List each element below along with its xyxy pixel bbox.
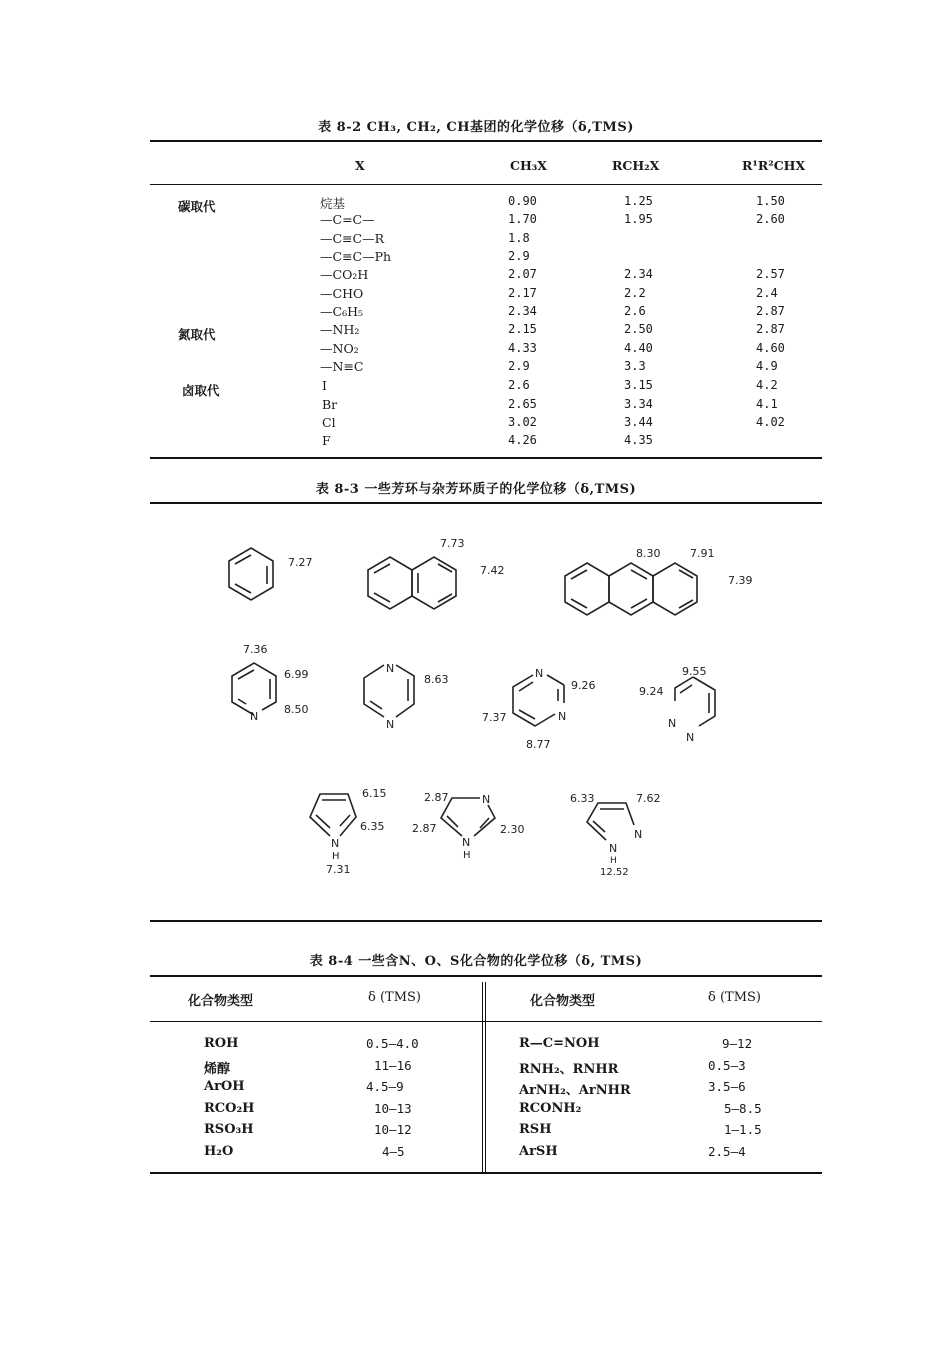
header-ch3x: CH₃X [510,158,547,173]
pyrrole-n: N [331,837,340,850]
row-rch2x: 4.40 [624,341,653,355]
pyridine-beta-shift: 6.99 [284,668,309,681]
pyridazine-h3-shift: 9.24 [639,685,664,698]
row-x: 烷基 [320,196,346,211]
row-rch2x: 3.44 [624,415,653,429]
row-ch3x: 1.8 [508,231,530,245]
row-rch2x: 4.35 [624,433,653,447]
imidazole-h2-shift: 2.30 [500,823,525,836]
row-ch3x: 2.15 [508,322,537,336]
pyrazole-nh-shift: 12.52 [600,867,629,878]
column-divider [482,982,483,1172]
row-ch3x: 3.02 [508,415,537,429]
header-x: X [355,158,365,173]
header-delta: δ (TMS) [708,990,761,1005]
imidazole-n: N [462,836,471,849]
row-r1r2chx: 1.50 [756,194,785,208]
pyrrole-alpha-shift: 6.35 [360,820,385,833]
anthracene-beta-shift: 7.39 [728,574,753,587]
pyrimidine-n: N [558,710,567,723]
anthracene-structure [565,563,697,615]
row-x: Br [322,397,338,412]
pyrazine-n: N [386,662,395,675]
shift-range: 0.5—3 [708,1058,746,1073]
pyrrole-structure [310,794,356,836]
pyrazole-h4-shift: 6.33 [570,792,595,805]
naphthalene-structure [368,557,456,609]
pyrazole-n: N [634,828,643,841]
row-x: I [322,378,327,393]
compound-type: RSH [519,1122,552,1137]
column-divider [485,982,486,1172]
row-ch3x: 0.90 [508,194,537,208]
shift-range: 10—13 [374,1101,412,1116]
row-x: —NO₂ [320,341,359,356]
row-r1r2chx: 2.4 [756,286,778,300]
row-x: —NH₂ [320,322,360,337]
shift-range: 11—16 [374,1058,412,1073]
imidazole-n: N [482,793,491,806]
row-rch2x: 3.15 [624,378,653,392]
row-r1r2chx: 4.1 [756,397,778,411]
row-x: —C=C— [320,212,375,227]
compound-type: RCONH₂ [519,1101,582,1116]
table-8-4-bottom-rule [150,1172,822,1174]
row-x: —CHO [320,286,364,301]
row-r1r2chx: 4.2 [756,378,778,392]
pyridazine-n: N [668,717,677,730]
benzene-shift: 7.27 [288,556,313,569]
naphthalene-beta-shift: 7.42 [480,564,505,577]
naphthalene-alpha-shift: 7.73 [440,537,465,550]
shift-range: 4.5—9 [366,1079,404,1094]
compound-type: RSO₃H [204,1122,254,1137]
pyrazine-n: N [386,718,395,731]
group-carbon: 碳取代 [178,199,216,214]
header-compound-type: 化合物类型 [530,994,596,1009]
table-8-2-top-rule [150,140,822,142]
row-rch2x: 3.3 [624,359,646,373]
header-compound-type: 化合物类型 [188,994,254,1009]
compound-type: ArNH₂、ArNHR [519,1083,631,1098]
shift-range: 9—12 [722,1036,753,1051]
row-rch2x: 2.2 [624,286,646,300]
pyridine-alpha-shift: 8.50 [284,703,309,716]
row-ch3x: 2.34 [508,304,537,318]
anthracene-alpha-shift: 7.91 [690,547,715,560]
row-x: —CO₂H [320,267,369,282]
row-ch3x: 2.07 [508,267,537,281]
pyrazole-n: N [609,842,618,855]
row-rch2x: 1.25 [624,194,653,208]
row-rch2x: 2.34 [624,267,653,281]
row-rch2x: 1.95 [624,212,653,226]
row-ch3x: 1.70 [508,212,537,226]
shift-range: 10—12 [374,1122,412,1137]
row-x: —C≡C—R [320,231,385,246]
compound-type: ROH [204,1036,239,1051]
row-r1r2chx: 2.87 [756,322,785,336]
row-rch2x: 2.50 [624,322,653,336]
pyrimidine-h4-shift: 8.77 [526,738,551,751]
table-8-4-caption: 表 8-4 一些含N、O、S化合物的化学位移（δ, TMS) [309,954,643,969]
table-8-2-bottom-rule [150,457,822,459]
pyrrole-nh-shift: 7.31 [326,863,351,876]
row-r1r2chx: 2.60 [756,212,785,226]
row-r1r2chx: 4.02 [756,415,785,429]
pyrimidine-h5-shift: 7.37 [482,711,507,724]
pyridine-structure [232,663,276,715]
pyridazine-structure [675,677,715,726]
table-8-4-header-rule [150,1021,822,1022]
pyridine-n: N [250,710,259,723]
group-halogen: 卤取代 [182,383,220,398]
row-x: F [322,433,331,448]
imidazole-h: H [463,850,471,861]
row-ch3x: 4.26 [508,433,537,447]
row-r1r2chx: 4.60 [756,341,785,355]
shift-range: 5—8.5 [724,1101,762,1116]
table-8-3-top-rule [150,502,822,504]
compound-type: H₂O [204,1144,234,1159]
row-x: —C≡C—Ph [320,249,392,264]
row-ch3x: 2.65 [508,397,537,411]
table-8-2-header-rule [150,184,822,185]
row-ch3x: 4.33 [508,341,537,355]
compound-type: ArSH [519,1144,558,1159]
compound-type: RNH₂、RNHR [519,1062,619,1077]
pyrrole-h: H [332,851,340,862]
pyrrole-beta-shift: 6.15 [362,787,387,800]
row-r1r2chx: 2.57 [756,267,785,281]
pyridazine-h4-shift: 9.55 [682,665,707,678]
row-rch2x: 3.34 [624,397,653,411]
header-rch2x: RCH₂X [612,158,660,173]
row-ch3x: 2.6 [508,378,530,392]
row-ch3x: 2.9 [508,249,530,263]
row-x: —N≡C [320,359,364,374]
shift-range: 3.5—6 [708,1079,746,1094]
pyrazole-h: H [610,856,617,866]
anthracene-c9-shift: 8.30 [636,547,661,560]
compound-type: ArOH [204,1079,245,1094]
compound-type: RCO₂H [204,1101,255,1116]
row-ch3x: 2.9 [508,359,530,373]
compound-type: R—C=NOH [519,1036,600,1051]
imidazole-h5-shift: 2.87 [412,822,437,835]
pyridazine-n: N [686,731,695,744]
pyrazine-shift: 8.63 [424,673,449,686]
row-r1r2chx: 4.9 [756,359,778,373]
row-x: Cl [322,415,336,430]
pyridine-gamma-shift: 7.36 [243,643,268,656]
shift-range: 4—5 [382,1144,405,1159]
table-8-2-caption: 表 8-2 CH₃, CH₂, CH基团的化学位移（δ,TMS) [318,120,634,135]
pyrimidine-structure [513,675,567,726]
row-rch2x: 2.6 [624,304,646,318]
table-8-3-caption: 表 8-3 一些芳环与杂芳环质子的化学位移（δ,TMS) [315,482,637,497]
table-8-4-top-rule [150,975,822,977]
pyrazole-h3-shift: 7.62 [636,792,661,805]
table-8-3-bottom-rule [150,920,822,922]
shift-range: 2.5—4 [708,1144,746,1159]
row-r1r2chx: 2.87 [756,304,785,318]
pyrimidine-h2-shift: 9.26 [571,679,596,692]
compound-type: 烯醇 [204,1062,231,1077]
header-delta: δ (TMS) [368,990,421,1005]
shift-range: 1—1.5 [724,1122,762,1137]
row-x: —C₆H₅ [320,304,363,319]
group-nitrogen: 氮取代 [178,327,216,342]
imidazole-h4-shift: 2.87 [424,791,449,804]
pyrimidine-n: N [535,667,544,680]
pyrazole-structure [587,803,634,840]
shift-range: 0.5—4.0 [366,1036,419,1051]
aromatic-structures [0,505,952,925]
row-ch3x: 2.17 [508,286,537,300]
benzene-structure [229,548,273,600]
header-r1r2chx: R¹R²CHX [742,158,806,173]
